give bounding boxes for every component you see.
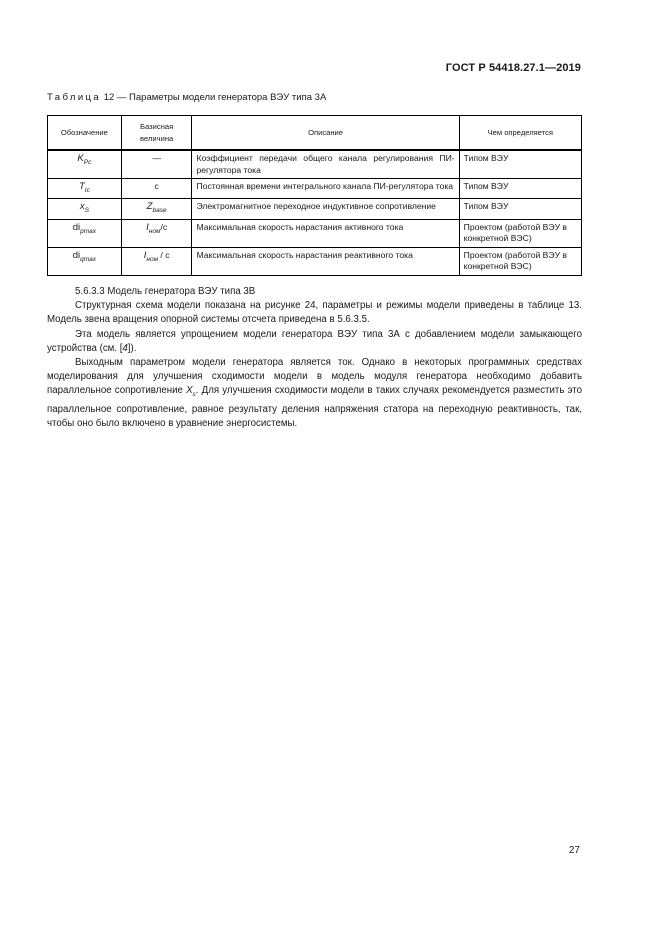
symbol-cell: $T_{Ic}$ <box>48 179 122 199</box>
description-cell: Коэффициент передачи общего канала регулирования ПИ-регулятора тока <box>192 150 459 179</box>
defined-by-cell: Типом ВЭУ <box>459 150 581 179</box>
description-cell: Электромагнитное переходное индуктивное сопротивление <box>192 199 459 219</box>
table-row <box>48 219 582 247</box>
document-id: ГОСТ Р 54418.27.1—2019 <box>445 62 581 74</box>
page-number: 27 <box>568 845 580 856</box>
base-cell: $I_{ном}/с$ <box>121 219 192 247</box>
parameters-table <box>47 115 582 276</box>
paragraph: Структурная схема модели показана на рисунке 24, параметры и режимы модели приведены в таблице 13. Модель звена вращения опорной системы отсчета приведена в 5.6.3.5. <box>47 300 582 326</box>
symbol-cell: $di_{pmax}$ <box>48 219 122 247</box>
table-row <box>48 247 582 275</box>
paragraph: Выходным параметром модели генератора является ток. Однако в некоторых программных средствах моделирования для улучшения сходимости модели в модель модуля генератора необходимо добавить параллельное сопротивление $X_s$. Для улучшения сходимости модели в таких случаях рекомендуется разместить это параллельное сопротивление, равное результату деления напряжения статора на переходную реактивность, так, чтобы оно было включено в уравнение энергосистемы. <box>47 357 582 429</box>
header-base-value: Базисная величина <box>121 116 192 151</box>
base-cell: $Z_{base}$ <box>121 199 192 219</box>
defined-by-cell: Типом ВЭУ <box>459 179 581 199</box>
defined-by-cell: Типом ВЭУ <box>459 199 581 219</box>
table-caption-text: 12 — Параметры модели генератора ВЭУ типа 3A <box>103 92 327 103</box>
table-row <box>48 150 582 179</box>
body-text <box>47 285 582 431</box>
table-row <box>48 179 582 199</box>
base-cell: — <box>121 150 192 179</box>
symbol-cell: $K_{Pc}$ <box>48 150 122 179</box>
section-heading: 5.6.3.3 Модель генератора ВЭУ типа 3В <box>75 286 256 297</box>
reference-link: 4 <box>122 342 128 354</box>
symbol-cell: $di_{qmax}$ <box>48 247 122 275</box>
table-caption <box>47 92 326 103</box>
defined-by-cell: Проектом (работой ВЭУ в конкретной ВЭС) <box>459 219 581 247</box>
description-cell: Постоянная времени интегрального канала ПИ-регулятора тока <box>192 179 459 199</box>
header-description: Описание <box>192 116 459 151</box>
table-header-row <box>48 116 582 151</box>
header-defined-by: Чем определяется <box>459 116 581 151</box>
base-cell: с <box>121 179 192 199</box>
table-row <box>48 199 582 219</box>
header-symbol: Обозначение <box>48 116 122 151</box>
table-caption-prefix: Таблица <box>47 92 102 103</box>
description-cell: Максимальная скорость нарастания реактивного тока <box>192 247 459 275</box>
description-cell: Максимальная скорость нарастания активного тока <box>192 219 459 247</box>
defined-by-cell: Проектом (работой ВЭУ в конкретной ВЭС) <box>459 247 581 275</box>
symbol-cell: $x_S$ <box>48 199 122 219</box>
paragraph: Эта модель является упрощением модели генератора ВЭУ типа 3А с добавлением модели замыкающего устройства (см. [4]). <box>47 328 582 354</box>
base-cell: $I_{ном}$ / с <box>121 247 192 275</box>
